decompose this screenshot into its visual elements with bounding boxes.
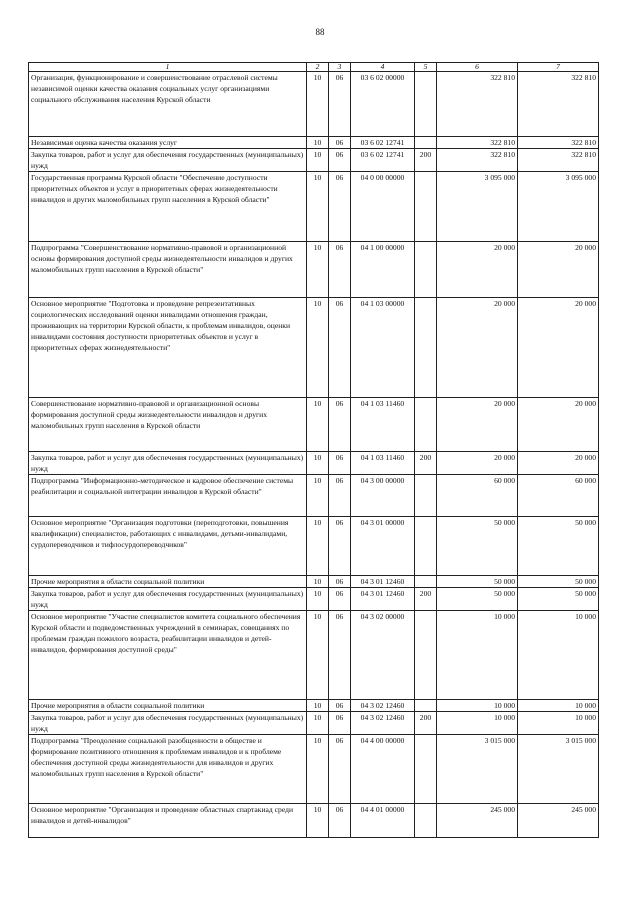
table-row bbox=[29, 242, 599, 298]
expense-type-cell bbox=[415, 72, 437, 137]
expense-type-cell bbox=[415, 517, 437, 576]
subsection-code-cell: 06 bbox=[329, 72, 351, 137]
subsection-code-cell: 06 bbox=[329, 242, 351, 298]
section-code-cell: 10 bbox=[307, 517, 329, 576]
amount-year2-cell: 50 000 bbox=[518, 576, 599, 588]
col-header-4: 4 bbox=[351, 63, 415, 72]
target-article-cell: 03 6 02 12741 bbox=[351, 149, 415, 172]
target-article-cell: 04 3 01 12460 bbox=[351, 576, 415, 588]
row-name-cell: Организация, функционирование и совершенствование отраслевой системы независимой оценки качества оказания социальных услуг организациями социального обслуживания населения Курской области bbox=[29, 72, 307, 137]
expense-type-cell bbox=[415, 172, 437, 242]
row-name-cell: Подпрограмма "Преодоление социальной разобщенности в обществе и формирование позитивного отношения к проблемам инвалидов и к проблеме обеспечения доступной среды жизнедеятельности для инвалидов и других маломобильных групп населения в Курской области" bbox=[29, 735, 307, 804]
amount-year1-cell: 50 000 bbox=[437, 517, 518, 576]
target-article-cell: 04 1 03 11460 bbox=[351, 452, 415, 475]
section-code-cell: 10 bbox=[307, 242, 329, 298]
target-article-cell: 04 1 00 00000 bbox=[351, 242, 415, 298]
table-row bbox=[29, 588, 599, 611]
section-code-cell: 10 bbox=[307, 172, 329, 242]
target-article-cell: 04 3 01 12460 bbox=[351, 588, 415, 611]
amount-year1-cell: 3 095 000 bbox=[437, 172, 518, 242]
expense-type-cell bbox=[415, 242, 437, 298]
amount-year1-cell: 245 000 bbox=[437, 804, 518, 838]
table-row bbox=[29, 452, 599, 475]
table-row bbox=[29, 700, 599, 712]
target-article-cell: 04 4 01 00000 bbox=[351, 804, 415, 838]
subsection-code-cell: 06 bbox=[329, 611, 351, 700]
target-article-cell: 04 1 03 00000 bbox=[351, 298, 415, 398]
table-row bbox=[29, 475, 599, 517]
subsection-code-cell: 06 bbox=[329, 712, 351, 735]
row-name-cell: Совершенствование нормативно-правовой и организационной основы формирования доступной среды жизнедеятельности инвалидов и других маломобильных групп населения в Курской области bbox=[29, 398, 307, 452]
subsection-code-cell: 06 bbox=[329, 804, 351, 838]
amount-year1-cell: 50 000 bbox=[437, 588, 518, 611]
amount-year1-cell: 10 000 bbox=[437, 611, 518, 700]
subsection-code-cell: 06 bbox=[329, 735, 351, 804]
subsection-code-cell: 06 bbox=[329, 137, 351, 149]
target-article-cell: 04 3 02 12460 bbox=[351, 700, 415, 712]
target-article-cell: 04 3 02 12460 bbox=[351, 712, 415, 735]
amount-year2-cell: 322 810 bbox=[518, 137, 599, 149]
subsection-code-cell: 06 bbox=[329, 172, 351, 242]
amount-year2-cell: 60 000 bbox=[518, 475, 599, 517]
amount-year2-cell: 20 000 bbox=[518, 398, 599, 452]
table-row bbox=[29, 804, 599, 838]
section-code-cell: 10 bbox=[307, 137, 329, 149]
target-article-cell: 04 3 02 00000 bbox=[351, 611, 415, 700]
table-row bbox=[29, 712, 599, 735]
amount-year2-cell: 245 000 bbox=[518, 804, 599, 838]
section-code-cell: 10 bbox=[307, 588, 329, 611]
amount-year2-cell: 3 095 000 bbox=[518, 172, 599, 242]
subsection-code-cell: 06 bbox=[329, 452, 351, 475]
table-row bbox=[29, 72, 599, 137]
row-name-cell: Закупка товаров, работ и услуг для обеспечения государственных (муниципальных) нужд bbox=[29, 712, 307, 735]
target-article-cell: 04 1 03 11460 bbox=[351, 398, 415, 452]
expense-type-cell: 200 bbox=[415, 588, 437, 611]
table-row bbox=[29, 398, 599, 452]
amount-year2-cell: 10 000 bbox=[518, 611, 599, 700]
col-header-1: 1 bbox=[29, 63, 307, 72]
expense-type-cell bbox=[415, 611, 437, 700]
table-row bbox=[29, 298, 599, 398]
table-row bbox=[29, 172, 599, 242]
amount-year2-cell: 20 000 bbox=[518, 452, 599, 475]
table-row bbox=[29, 517, 599, 576]
column-number-row bbox=[29, 63, 599, 72]
amount-year1-cell: 20 000 bbox=[437, 298, 518, 398]
amount-year1-cell: 3 015 000 bbox=[437, 735, 518, 804]
amount-year1-cell: 10 000 bbox=[437, 700, 518, 712]
target-article-cell: 03 6 02 00000 bbox=[351, 72, 415, 137]
section-code-cell: 10 bbox=[307, 398, 329, 452]
section-code-cell: 10 bbox=[307, 452, 329, 475]
amount-year2-cell: 10 000 bbox=[518, 712, 599, 735]
col-header-2: 2 bbox=[307, 63, 329, 72]
target-article-cell: 03 6 02 12741 bbox=[351, 137, 415, 149]
table-row bbox=[29, 137, 599, 149]
expense-type-cell bbox=[415, 298, 437, 398]
subsection-code-cell: 06 bbox=[329, 149, 351, 172]
target-article-cell: 04 3 01 00000 bbox=[351, 517, 415, 576]
row-name-cell: Закупка товаров, работ и услуг для обеспечения государственных (муниципальных) нужд bbox=[29, 149, 307, 172]
target-article-cell: 04 4 00 00000 bbox=[351, 735, 415, 804]
subsection-code-cell: 06 bbox=[329, 576, 351, 588]
table-row bbox=[29, 576, 599, 588]
section-code-cell: 10 bbox=[307, 149, 329, 172]
row-name-cell: Закупка товаров, работ и услуг для обеспечения государственных (муниципальных) нужд bbox=[29, 452, 307, 475]
row-name-cell: Подпрограмма "Информационно-методическое и кадровое обеспечение системы реабилитации и социальной интеграции инвалидов в Курской области" bbox=[29, 475, 307, 517]
amount-year2-cell: 10 000 bbox=[518, 700, 599, 712]
expense-type-cell bbox=[415, 398, 437, 452]
row-name-cell: Закупка товаров, работ и услуг для обеспечения государственных (муниципальных) нужд bbox=[29, 588, 307, 611]
amount-year1-cell: 20 000 bbox=[437, 242, 518, 298]
section-code-cell: 10 bbox=[307, 712, 329, 735]
subsection-code-cell: 06 bbox=[329, 475, 351, 517]
subsection-code-cell: 06 bbox=[329, 298, 351, 398]
section-code-cell: 10 bbox=[307, 576, 329, 588]
amount-year2-cell: 50 000 bbox=[518, 588, 599, 611]
subsection-code-cell: 06 bbox=[329, 700, 351, 712]
expense-type-cell: 200 bbox=[415, 149, 437, 172]
expense-type-cell bbox=[415, 735, 437, 804]
row-name-cell: Основное мероприятие "Организация подготовки (переподготовки, повышения квалификации) специалистов, работающих с инвалидами, детьми-инвалидами, сурдопереводчиков и тифлосурдопереводчиков" bbox=[29, 517, 307, 576]
row-name-cell: Независимая оценка качества оказания услуг bbox=[29, 137, 307, 149]
amount-year2-cell: 3 015 000 bbox=[518, 735, 599, 804]
expense-type-cell bbox=[415, 700, 437, 712]
subsection-code-cell: 06 bbox=[329, 398, 351, 452]
expense-type-cell bbox=[415, 137, 437, 149]
amount-year2-cell: 20 000 bbox=[518, 242, 599, 298]
section-code-cell: 10 bbox=[307, 804, 329, 838]
table-row bbox=[29, 735, 599, 804]
col-header-7: 7 bbox=[518, 63, 599, 72]
table-row bbox=[29, 149, 599, 172]
col-header-5: 5 bbox=[415, 63, 437, 72]
expense-type-cell bbox=[415, 576, 437, 588]
row-name-cell: Основное мероприятие "Участие специалистов комитета социального обеспечения Курской области и подведомственных учреждений в семинарах, совещаниях по проблемам граждан пожилого возраста, реабилитации инвалидов и детей-инвалидов, формирования доступной среды" bbox=[29, 611, 307, 700]
row-name-cell: Основное мероприятие "Подготовка и проведение репрезентативных социологических исследований оценки инвалидами отношения граждан, проживающих на территории Курской области, к проблемам инвалидов, оценки инвалидами состояния доступности приоритетных объектов и услуг в приоритетных сферах жизнедеятельности" bbox=[29, 298, 307, 398]
section-code-cell: 10 bbox=[307, 611, 329, 700]
expense-type-cell bbox=[415, 475, 437, 517]
amount-year2-cell: 322 810 bbox=[518, 149, 599, 172]
row-name-cell: Подпрограмма "Совершенствование нормативно-правовой и организационной основы формирования доступной среды жизнедеятельности инвалидов и других маломобильных групп населения в Курской области" bbox=[29, 242, 307, 298]
amount-year1-cell: 50 000 bbox=[437, 576, 518, 588]
amount-year1-cell: 322 810 bbox=[437, 149, 518, 172]
budget-table bbox=[28, 62, 599, 838]
amount-year1-cell: 322 810 bbox=[437, 72, 518, 137]
expense-type-cell bbox=[415, 804, 437, 838]
amount-year1-cell: 20 000 bbox=[437, 452, 518, 475]
row-name-cell: Государственная программа Курской области "Обеспечение доступности приоритетных объектов и услуг в приоритетных сферах жизнедеятельности инвалидов и других маломобильных групп населения в Курской области" bbox=[29, 172, 307, 242]
table-row bbox=[29, 611, 599, 700]
row-name-cell: Прочие мероприятия в области социальной политики bbox=[29, 576, 307, 588]
row-name-cell: Прочие мероприятия в области социальной политики bbox=[29, 700, 307, 712]
amount-year1-cell: 20 000 bbox=[437, 398, 518, 452]
amount-year2-cell: 50 000 bbox=[518, 517, 599, 576]
section-code-cell: 10 bbox=[307, 72, 329, 137]
section-code-cell: 10 bbox=[307, 475, 329, 517]
target-article-cell: 04 0 00 00000 bbox=[351, 172, 415, 242]
section-code-cell: 10 bbox=[307, 700, 329, 712]
amount-year1-cell: 60 000 bbox=[437, 475, 518, 517]
target-article-cell: 04 3 00 00000 bbox=[351, 475, 415, 517]
expense-type-cell: 200 bbox=[415, 452, 437, 475]
subsection-code-cell: 06 bbox=[329, 588, 351, 611]
page-number: 88 bbox=[315, 27, 325, 37]
amount-year2-cell: 322 810 bbox=[518, 72, 599, 137]
amount-year1-cell: 10 000 bbox=[437, 712, 518, 735]
expense-type-cell: 200 bbox=[415, 712, 437, 735]
row-name-cell: Основное мероприятие "Организация и проведение областных спартакиад среди инвалидов и детей-инвалидов" bbox=[29, 804, 307, 838]
amount-year2-cell: 20 000 bbox=[518, 298, 599, 398]
section-code-cell: 10 bbox=[307, 298, 329, 398]
col-header-3: 3 bbox=[329, 63, 351, 72]
col-header-6: 6 bbox=[437, 63, 518, 72]
subsection-code-cell: 06 bbox=[329, 517, 351, 576]
section-code-cell: 10 bbox=[307, 735, 329, 804]
amount-year1-cell: 322 810 bbox=[437, 137, 518, 149]
